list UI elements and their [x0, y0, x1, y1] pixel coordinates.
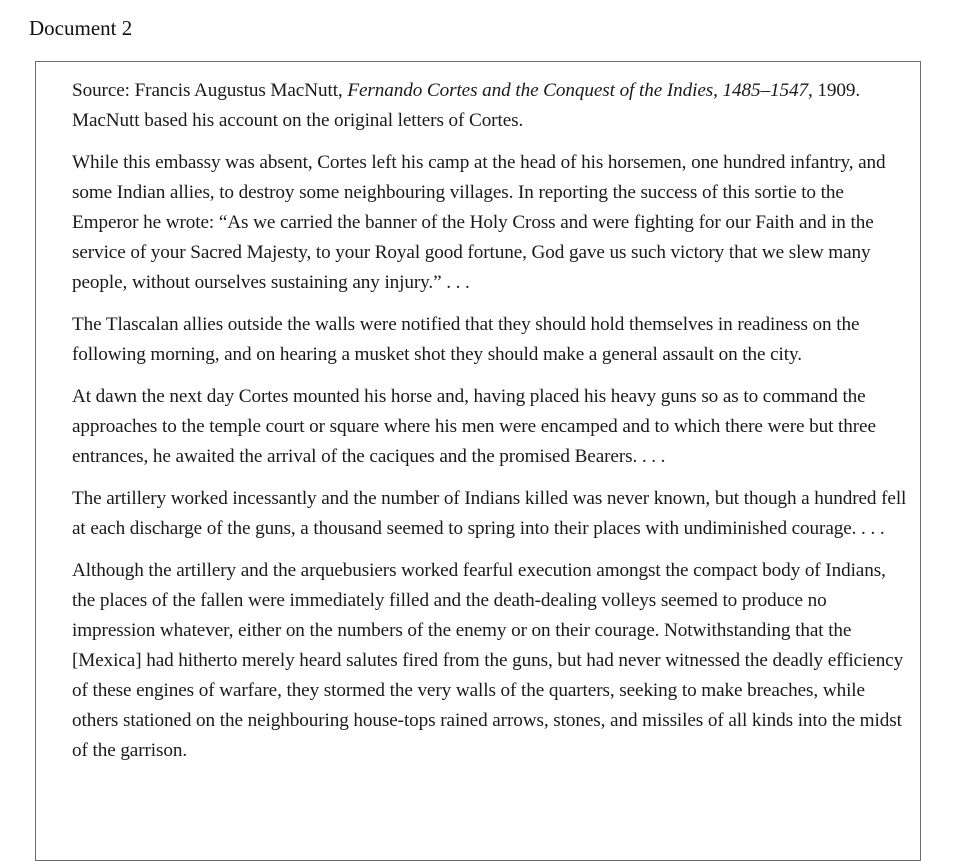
excerpt-paragraph-1: While this embassy was absent, Cortes left his camp at the head of his horsemen, one hundred infantry, and some Indian allies, to destroy some neighbouring villages. In reporting the success of this sortie to the Emperor he wrote: “As we carried the banner of the Holy Cross and were fighting for our Faith and in the service of your Sacred Majesty, to your Royal good fortune, God gave us such victory that we slew many people, without ourselves sustaining any injury.” . . . — [72, 152, 886, 293]
excerpt-paragraph-5: Although the artillery and the arquebusiers worked fearful execution amongst the compact body of Indians, the places of the fallen were immediately filled and the death-dealing volleys seemed to produce no impression whatever, either on the numbers of the enemy or on their courage. Notwithstanding that the [Mexica] had hitherto merely heard salutes fired from the guns, but had never witnessed the deadly efficiency of these engines of warfare, they stormed the very walls of the quarters, seeking to make breaches, while others stationed on the neighbouring house-tops rained arrows, stones, and missiles of all kinds into the midst of the garrison. — [72, 560, 904, 761]
excerpt-paragraph-4: The artillery worked incessantly and the number of Indians killed was never known, but though a hundred fell at each discharge of the guns, a thousand seemed to spring into their places with undiminished courage. . . . — [72, 488, 907, 539]
source-citation — [72, 76, 907, 136]
source-prefix: Source: Francis Augustus MacNutt, — [72, 80, 348, 101]
document-excerpt-content — [72, 76, 907, 778]
source-book-title: Fernando Cortes and the Conquest of the Indies, 1485–1547, — [347, 80, 813, 101]
source-suffix: 1909. MacNutt based his account on the original letters of Cortes. — [72, 80, 861, 131]
excerpt-paragraph-3: At dawn the next day Cortes mounted his horse and, having placed his heavy guns so as to command the approaches to the temple court or square where his men were encamped and to which there were but three entrances, he awaited the arrival of the caciques and the promised Bearers. . . . — [72, 386, 876, 467]
document-excerpt-box — [35, 61, 921, 861]
document-heading: Document 2 — [29, 16, 133, 40]
excerpt-paragraph-2: The Tlascalan allies outside the walls were notified that they should hold themselves in readiness on the following morning, and on hearing a musket shot they should make a general assault on the city. — [72, 314, 860, 365]
